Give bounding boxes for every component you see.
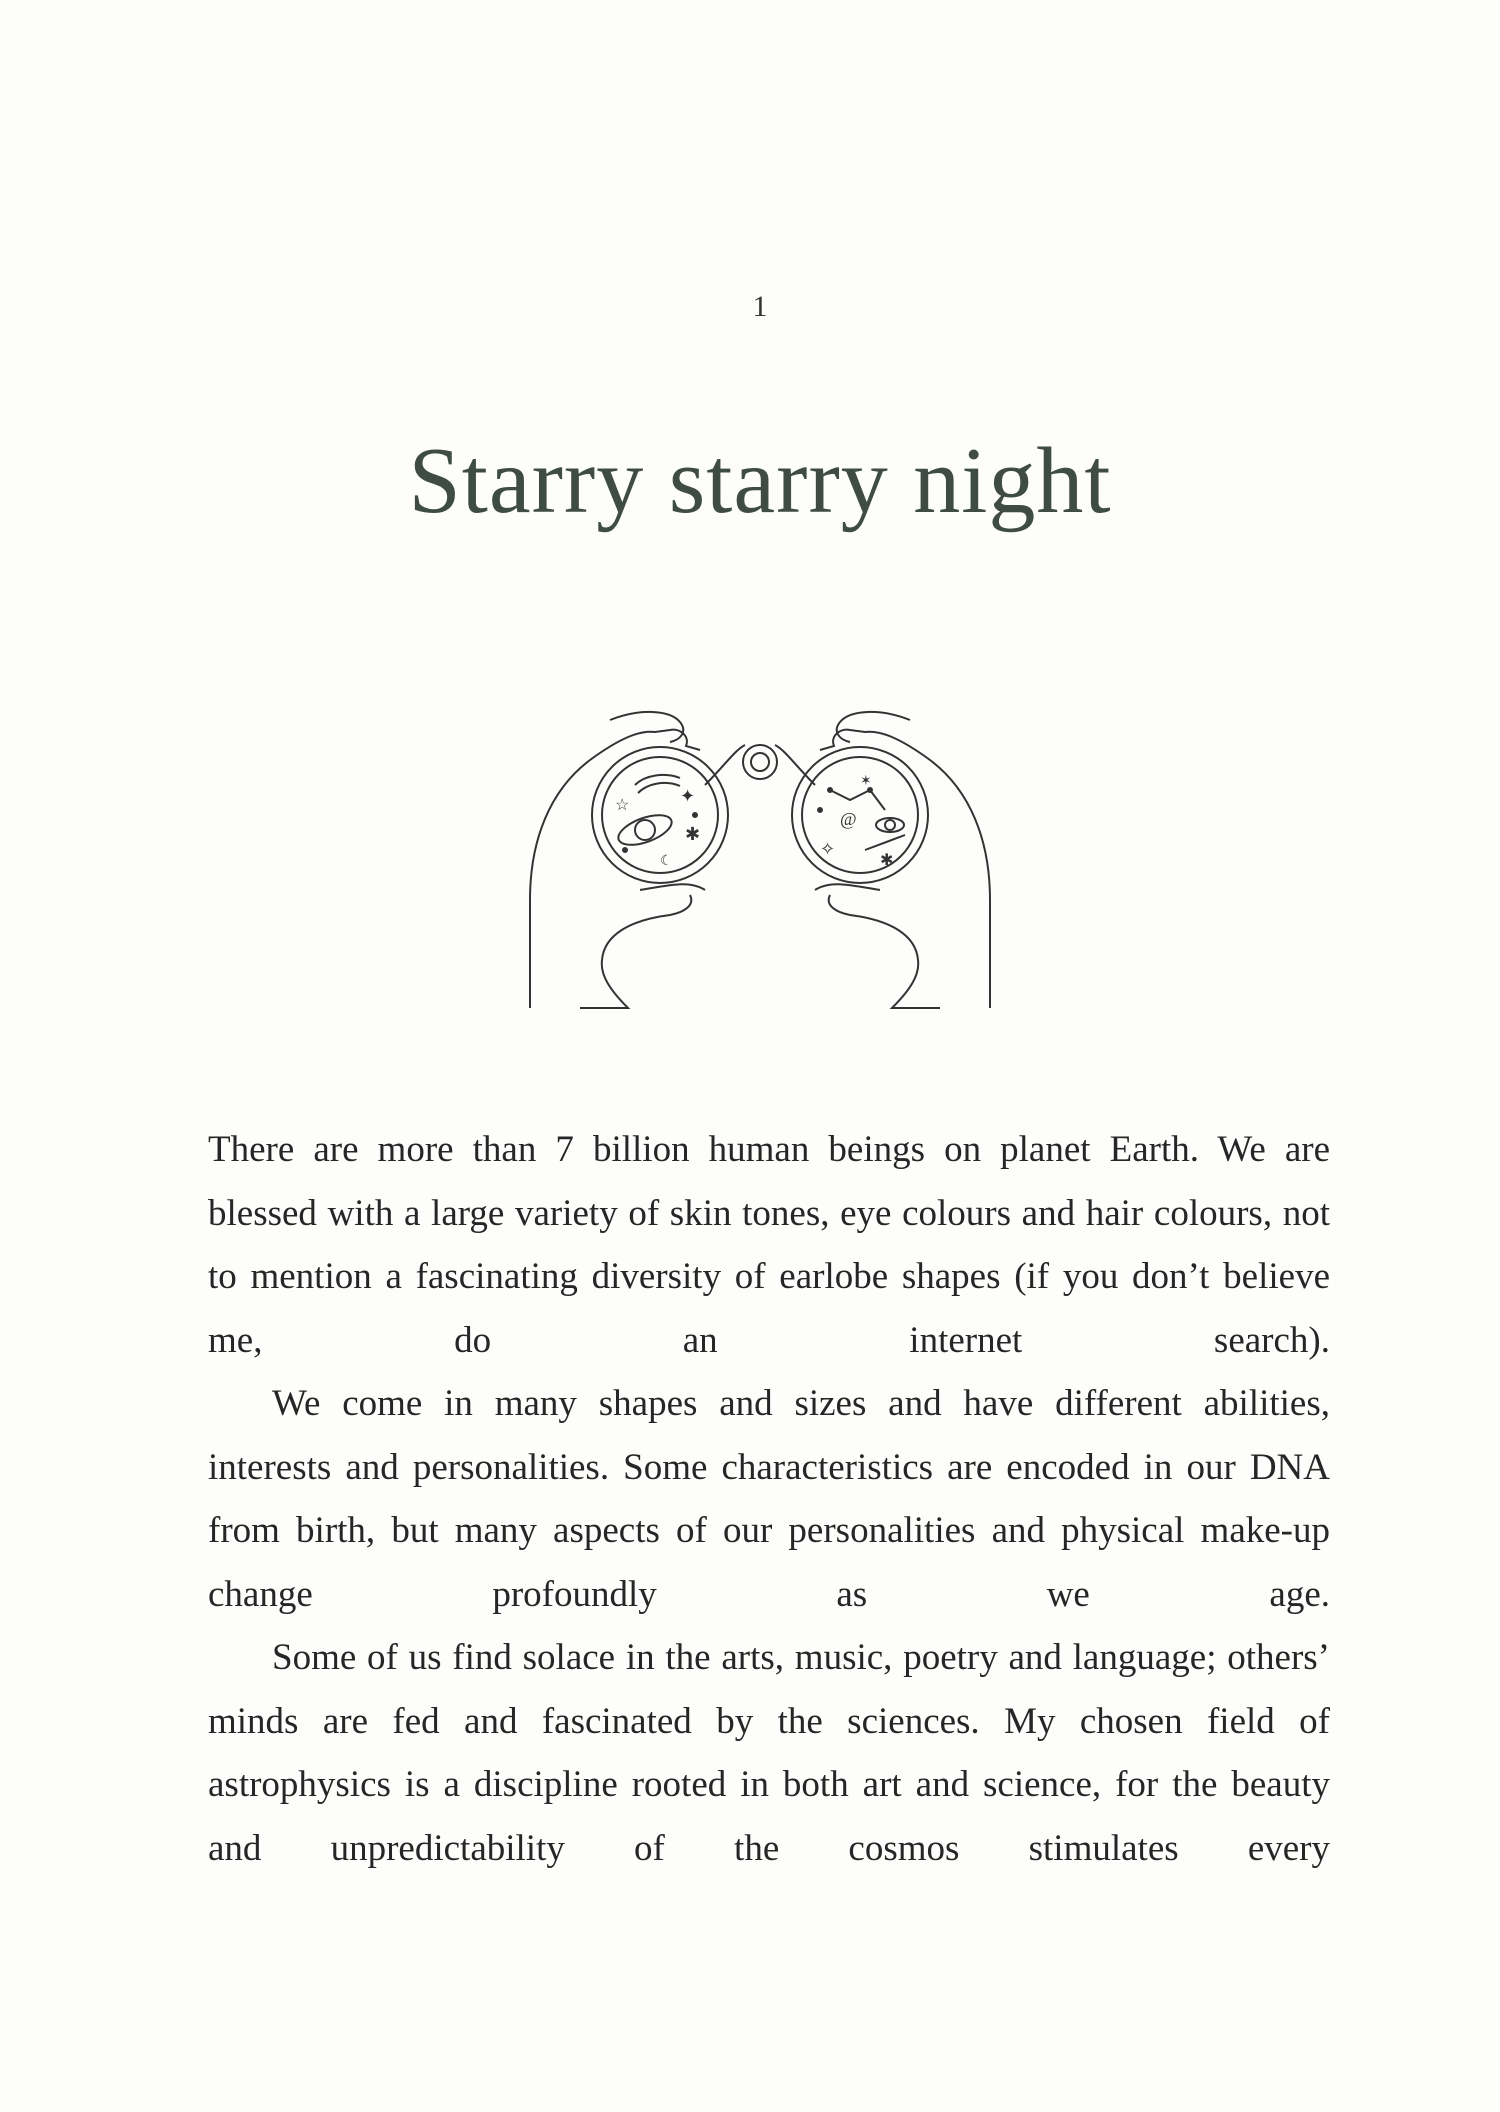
svg-text:☾: ☾ bbox=[660, 854, 673, 869]
body-text bbox=[208, 1118, 1330, 1880]
paragraph-1: There are more than 7 billion human beings on planet Earth. We are blessed with a large variety of skin tones, eye colours and hair colours, not to mention a fascinating diversity of earlobe shapes (if you don’t believe me, do an internet search). bbox=[208, 1129, 1330, 1361]
svg-text:✧: ✧ bbox=[820, 839, 836, 859]
paragraph-3: Some of us find solace in the arts, music, poetry and language; others’ minds are fed and fascinated by the sciences. My chosen field of astrophysics is a discipline rooted in both art and science, for the beauty and unpredictability of the cosmos stimulates every bbox=[208, 1637, 1330, 1869]
svg-text:✦: ✦ bbox=[680, 786, 696, 806]
chapter-title: Starry starry night bbox=[408, 429, 1112, 533]
chapter-number: 1 bbox=[752, 290, 768, 323]
svg-text:✶: ✶ bbox=[860, 774, 872, 789]
binoculars-with-hands-icon bbox=[520, 690, 1000, 1010]
svg-text:☆: ☆ bbox=[615, 797, 630, 814]
paragraph-2: We come in many shapes and sizes and have different abilities, interests and personalities. Some characteristics are encoded in our DNA from birth, but many aspects of our personalities and physical make-up change profoundly as we age. bbox=[208, 1383, 1330, 1615]
svg-text:@: @ bbox=[840, 809, 857, 829]
svg-text:✱: ✱ bbox=[685, 824, 701, 844]
svg-text:✱: ✱ bbox=[880, 852, 894, 869]
